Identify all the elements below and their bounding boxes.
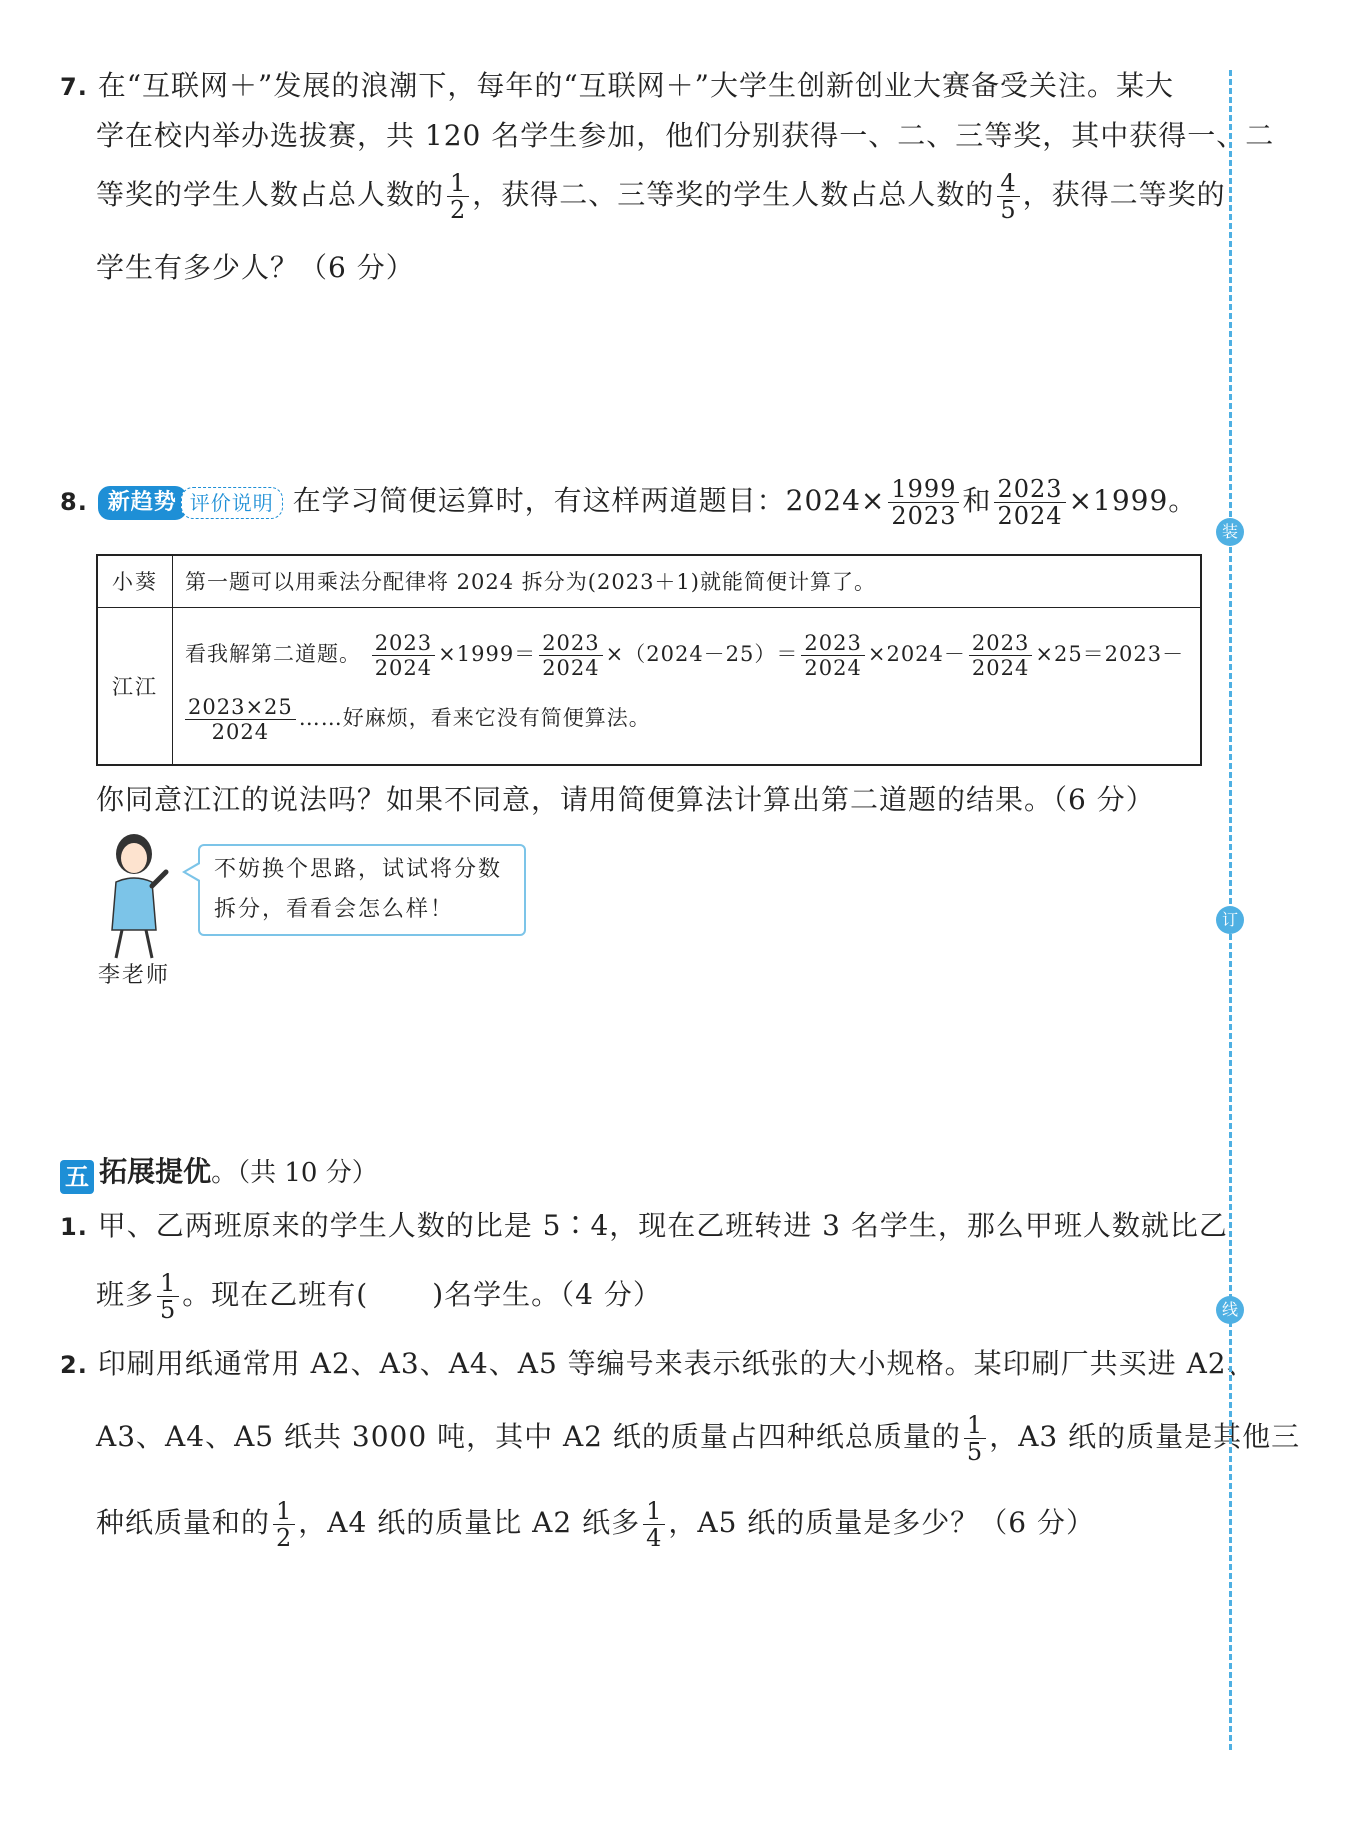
p2-line2: A3、A4、A5 纸共 3000 吨，其中 A2 纸的质量占四种纸总质量的 $\frac{1}{5}$ ，A3 纸的质量是其他三 — [96, 1411, 1301, 1466]
new-trend-badge: 新趋势 — [98, 486, 187, 520]
binding-seal-3: 线 — [1216, 1296, 1244, 1324]
teacher-illustration — [94, 830, 176, 960]
discussion-table — [96, 554, 1202, 766]
teacher-name: 李老师 — [98, 963, 171, 988]
q8-number: 8. — [60, 488, 88, 516]
speech-bubble: 不妨换个思路，试试将分数拆分，看看会怎么样！ — [198, 844, 526, 936]
section-heading: 五 拓展提优。（共 10 分） — [60, 1152, 378, 1196]
binding-seal-1: 装 — [1216, 518, 1244, 546]
p1-fraction-one-fifth: $\frac{1}{5}$ — [157, 1270, 179, 1323]
jiangjiang-solution: 看我解第二道题。 $\frac{2023}{2024}$ ×1999＝ $\frac{2023}{2024}$ ×（2024－25）＝ $\frac{2023}{2024}$ ×2024－ $\frac{2023}{2024}$ ×25＝2023－ $\frac{2023\times 25}{2024}$ ……好麻烦，看来它没有简便算法。 — [173, 607, 1202, 765]
xiaokui-comment: 第一题可以用乘法分配律将 2024 拆分为(2023＋1)就能简便计算了。 — [173, 555, 1202, 607]
q7-fraction-four-fifths: $\frac{4}{5}$ — [997, 170, 1019, 223]
p2-fraction-half: $\frac{1}{2}$ — [273, 1498, 295, 1551]
binding-seal-2: 订 — [1216, 906, 1244, 934]
q8-question: 你同意江江的说法吗？如果不同意，请用简便算法计算出第二道题的结果。（6 分） — [96, 783, 1155, 816]
p1-line2: 班多 $\frac{1}{5}$ 。现在乙班有( )名学生。（4 分） — [96, 1269, 662, 1324]
q7-fraction-half: $\frac{1}{2}$ — [447, 170, 469, 223]
table-row — [97, 607, 1201, 765]
q8-fraction-1999-2023: $\frac{1999}{2023}$ — [888, 476, 959, 529]
q8-fraction-2023-2024: $\frac{2023}{2024}$ — [994, 476, 1065, 529]
section-title: 拓展提优 — [99, 1155, 212, 1188]
section-five-icon: 五 — [60, 1160, 94, 1194]
p2-fraction-one-fifth: $\frac{1}{5}$ — [964, 1412, 986, 1465]
p2-line3: 种纸质量和的 $\frac{1}{2}$ ，A4 纸的质量比 A2 纸多 $\frac{1}{4}$ ，A5 纸的质量是多少？（6 分） — [96, 1497, 1096, 1552]
student-name-xiaokui: 小葵 — [97, 555, 173, 607]
q7-line4: 学生有多少人？（6 分） — [96, 251, 415, 284]
p1-number: 1. — [60, 1213, 88, 1241]
q7-number: 7. — [60, 73, 88, 101]
p2-number: 2. — [60, 1351, 88, 1379]
evaluation-badge: 评价说明 — [181, 487, 283, 519]
q7-line1: 7. 在“互联网＋”发展的浪潮下，每年的“互联网＋”大学生创新创业大赛备受关注。某大 — [60, 69, 1174, 102]
q8-header: 8. 新趋势 评价说明 在学习简便运算时，有这样两道题目：2024× $\frac{1999}{2023}$ 和 $\frac{2023}{2024}$ ×1999。 — [60, 475, 1198, 530]
p2-fraction-quarter: $\frac{1}{4}$ — [643, 1498, 665, 1551]
p1-line1: 1. 甲、乙两班原来的学生人数的比是 5∶4，现在乙班转进 3 名学生，那么甲班人数就比乙 — [60, 1209, 1228, 1242]
p2-line1: 2. 印刷用纸通常用 A2、A3、A4、A5 等编号来表示纸张的大小规格。某印刷厂共买进 A2、 — [60, 1347, 1256, 1380]
q7-line3: 等奖的学生人数占总人数的 $\frac{1}{2}$ ，获得二、三等奖的学生人数占总人数的 $\frac{4}{5}$ ，获得二等奖的 — [96, 169, 1226, 224]
table-row — [97, 555, 1201, 607]
q7-line2: 学在校内举办选拔赛，共 120 名学生参加，他们分别获得一、二、三等奖，其中获得一、二 — [96, 119, 1275, 152]
student-name-jiangjiang: 江江 — [97, 607, 173, 765]
